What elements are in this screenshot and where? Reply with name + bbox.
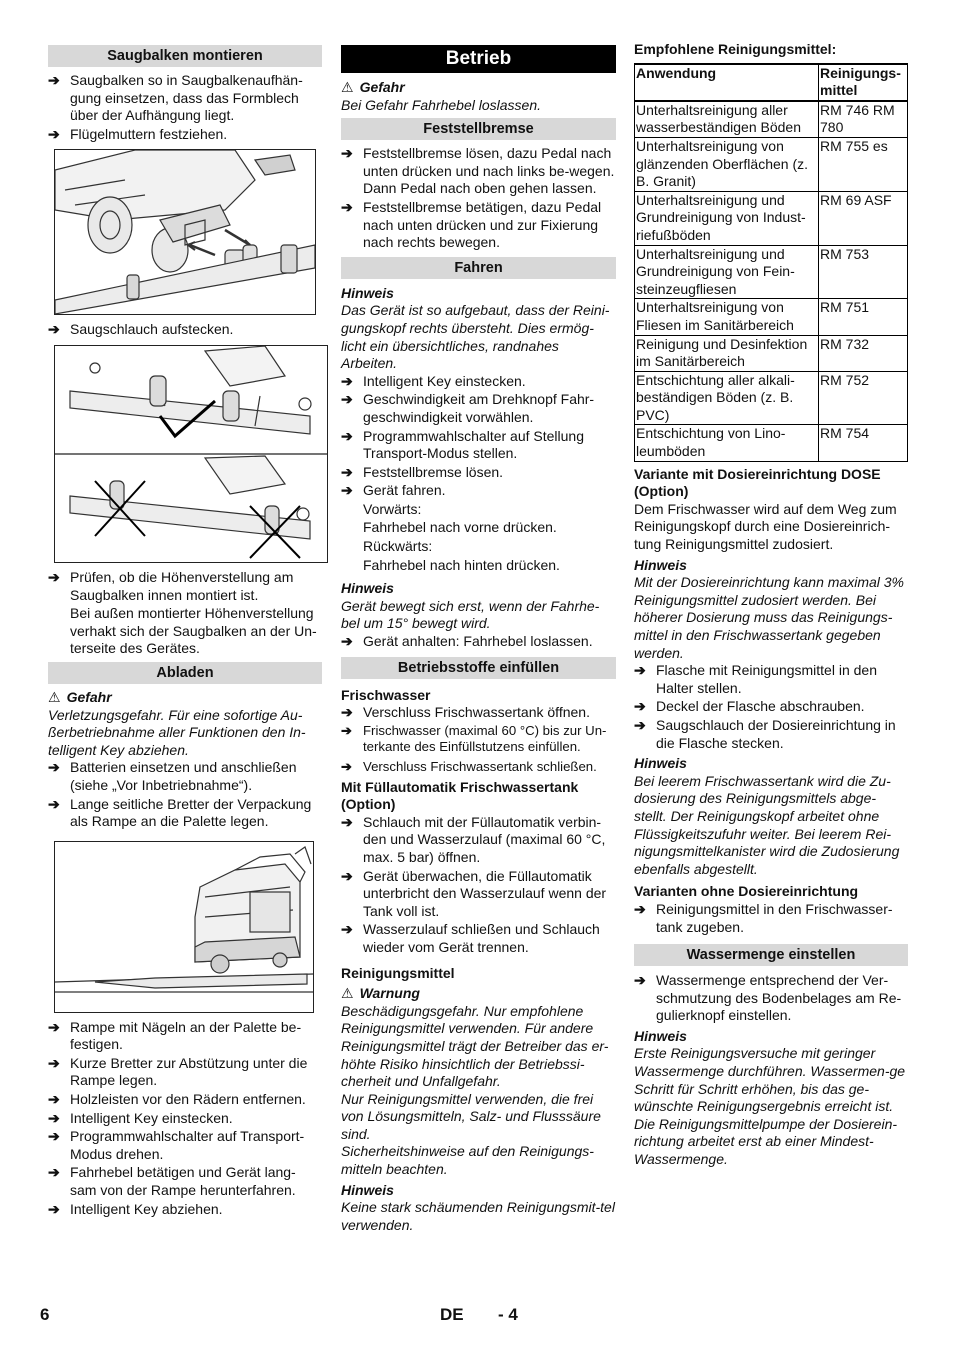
- danger-text: Bei Gefahr Fahrhebel loslassen.: [341, 96, 541, 113]
- note-text: Erste Reinigungsversuche mit geringer Wassermenge durchführen. Wassermen-ge Schritt für Schritt erhöhen, bis das ge-wünschte Reinigungsergebnis erreicht ist. Die Reinigungsmittelpumpe der Dosierein-richtung arbeitet erst ab einer Mindest-Wassermenge.: [634, 1045, 906, 1168]
- danger-label: ⚠ Gefahr: [48, 688, 112, 705]
- arrow-icon: ➔: [341, 722, 353, 738]
- step-detail: Bei außen montierter Höhenverstellung verhakt sich der Saugbalken an der Un-terseite des Gerätes.: [70, 605, 317, 657]
- step: ➔ Prüfen, ob die Höhenverstellung am Saugbalken innen montiert ist.: [48, 568, 294, 603]
- arrow-icon: ➔: [341, 921, 353, 938]
- section-heading-saugbalken: Saugbalken montieren: [48, 45, 322, 67]
- subheading-reinigungsmittel: Reinigungsmittel: [341, 964, 455, 981]
- arrow-icon: ➔: [48, 321, 60, 338]
- table-cell: Entschichtung aller alkali-beständigen Böden (z. B. PVC): [635, 371, 819, 425]
- arrow-icon: ➔: [48, 1091, 60, 1108]
- table-row: [635, 191, 908, 245]
- arrow-icon: ➔: [634, 716, 646, 733]
- note-label: Hinweis: [341, 580, 394, 597]
- warning-text: Beschädigungsgefahr. Nur empfohlene Reinigungsmittel verwenden. Für andere Reinigungsmittel trägt der Betreiber das er-höhte Risiko hinsichtlich der Betriebssi-cherheit und Unfallgefahr.: [341, 1002, 609, 1090]
- note-label: Hinweis: [341, 284, 394, 301]
- arrow-icon: ➔: [634, 900, 646, 917]
- table-title: Empfohlene Reinigungsmittel:: [634, 41, 837, 57]
- step-detail: Fahrhebel nach hinten drücken.: [363, 556, 560, 573]
- note-text: Bei leerem Frischwassertank wird die Zu-dosierung des Reinigungsmittels abge-stellt. Der Reinigungskopf arbeitet ohne Flüssigkeitszufuhr weiter. Bei leerem Rei-nigungsmittelkanister wird die Zudosierung ebenfalls abgestellt.: [634, 772, 900, 877]
- step: ➔ Programmwahlschalter auf Transport-Modus drehen.: [48, 1128, 305, 1162]
- step: ➔ Saugbalken so in Saugbalkenaufhän-gung einsetzen, dass das Formblech über der Aufhängung liegt.: [48, 72, 303, 124]
- warning-label: ⚠ Warnung: [341, 985, 420, 1002]
- note-label: Hinweis: [634, 755, 687, 772]
- language-code: DE: [440, 1305, 464, 1324]
- step: ➔ Programmwahlschalter auf Stellung Transport-Modus stellen.: [341, 427, 584, 462]
- section-heading-fahren: Fahren: [341, 257, 616, 279]
- column-header: Reinigungs-mittel: [819, 64, 908, 101]
- right-column: [634, 41, 908, 1169]
- page-number: 6: [40, 1305, 50, 1324]
- step: ➔ Reinigungsmittel in den Frischwasser-tank zugeben.: [634, 900, 893, 935]
- column-header: Anwendung: [635, 64, 819, 101]
- step-detail: Vorwärts:: [363, 500, 422, 517]
- table-cell: Unterhaltsreinigung und Grundreinigung von Fein-steinzeugfliesen: [635, 245, 819, 299]
- table-cell: RM 755 es: [819, 137, 908, 191]
- table-cell: RM 732: [819, 335, 908, 371]
- table-cell: Entschichtung von Lino-leumböden: [635, 425, 819, 461]
- arrow-icon: ➔: [48, 568, 60, 585]
- table-cell: RM 69 ASF: [819, 191, 908, 245]
- subheading-fuellautomatik: Mit Füllautomatik Frischwassertank (Option): [341, 778, 579, 813]
- note-text: Keine stark schäumenden Reinigungsmit-tel verwenden.: [341, 1199, 615, 1233]
- section-heading-betriebsstoffe: Betriebsstoffe einfüllen: [341, 657, 616, 679]
- section-heading-wassermenge: Wassermenge einstellen: [634, 944, 908, 966]
- arrow-icon: ➔: [48, 1054, 60, 1071]
- step: ➔ Verschluss Frischwassertank öffnen.: [341, 704, 590, 721]
- figure-saugbalken-mount: [54, 149, 316, 315]
- step: ➔ Saugschlauch der Dosiereinrichtung in die Flasche stecken.: [634, 716, 896, 751]
- table-cell: Unterhaltsreinigung aller wasserbeständigen Böden: [635, 101, 819, 138]
- arrow-icon: ➔: [341, 813, 353, 830]
- step: ➔ Wassermenge entsprechend der Ver-schmutzung des Bodenbelages am Re-gulierknopf einstellen.: [634, 972, 902, 1024]
- step: ➔ Lange seitliche Bretter der Verpackung als Rampe an die Palette legen.: [48, 795, 312, 830]
- step: ➔ Gerät überwachen, die Füllautomatik unterbricht den Wasserzulauf wenn der Tank voll ist.: [341, 867, 607, 919]
- table-row: [635, 335, 908, 371]
- arrow-icon: ➔: [48, 795, 60, 812]
- middle-column: [341, 45, 616, 1234]
- step: ➔ Fahrhebel betätigen und Gerät lang-sam von der Rampe herunterfahren.: [48, 1164, 296, 1199]
- arrow-icon: ➔: [48, 759, 60, 776]
- table-cell: RM 752: [819, 371, 908, 425]
- arrow-icon: ➔: [48, 72, 60, 88]
- step: ➔ Schlauch mit der Füllautomatik verbin-den und Wasserzulauf (maximal 60 °C, max. 5 bar) öffnen.: [341, 813, 606, 865]
- step: ➔ Feststellbremse betätigen, dazu Pedal nach unten drücken und zur Fixierung nach rechts bewegen.: [341, 198, 602, 251]
- step: ➔ Flasche mit Reinigungsmittel in den Halter stellen.: [634, 662, 877, 696]
- arrow-icon: ➔: [48, 1128, 60, 1145]
- step: ➔ Batterien einsetzen und anschließen (siehe „Vor Inbetriebnahme“).: [48, 759, 297, 793]
- warning-icon: ⚠: [341, 985, 354, 1002]
- danger-text: Verletzungsgefahr. Für eine sofortige Au-ßerbetriebnahme aller Funktionen den In-telligent Key abziehen.: [48, 706, 306, 758]
- body-text: Dem Frischwasser wird auf dem Weg zum Reinigungskopf durch eine Dosiereinrich-tung Reinigungsmittel zudosiert.: [634, 500, 897, 553]
- table-row: [635, 299, 908, 335]
- step: ➔ Intelligent Key einstecken.: [341, 372, 526, 389]
- figure-ramp-unloading: [54, 841, 314, 1013]
- warning-text: Nur Reinigungsmittel verwenden, die frei von Lösungsmitteln, Salz- und Flusssäure sind.: [341, 1090, 601, 1142]
- step: ➔ Rampe mit Nägeln an der Palette be-festigen.: [48, 1018, 302, 1053]
- arrow-icon: ➔: [341, 463, 353, 480]
- table-row: [635, 371, 908, 425]
- subheading-dose: Variante mit Dosiereinrichtung DOSE (Option): [634, 465, 881, 500]
- chapter-title: Betrieb: [341, 45, 616, 73]
- step: ➔ Gerät fahren.: [341, 482, 446, 499]
- step: ➔ Deckel der Flasche abschrauben.: [634, 698, 865, 715]
- table-row: [635, 425, 908, 461]
- subheading-frischwasser: Frischwasser: [341, 686, 431, 703]
- arrow-icon: ➔: [341, 482, 353, 499]
- arrow-icon: ➔: [48, 1018, 60, 1035]
- warning-text: Sicherheitshinweise auf den Reinigungs-mitteln beachten.: [341, 1143, 594, 1178]
- arrow-icon: ➔: [341, 759, 353, 774]
- figure-hose-check: [54, 345, 328, 563]
- cleaning-agents-table: [634, 63, 908, 462]
- step: ➔ Feststellbremse lösen.: [341, 463, 504, 480]
- step: ➔ Wasserzulauf schließen und Schlauch wieder vom Gerät trennen.: [341, 921, 600, 955]
- arrow-icon: ➔: [341, 427, 353, 444]
- table-cell: RM 753: [819, 245, 908, 299]
- arrow-icon: ➔: [48, 125, 60, 142]
- step: ➔ Flügelmuttern festziehen.: [48, 125, 228, 142]
- step: ➔ Intelligent Key einstecken.: [48, 1109, 233, 1126]
- step: ➔ Geschwindigkeit am Drehknopf Fahr-geschwindigkeit vorwählen.: [341, 391, 595, 425]
- table-header-row: [635, 64, 908, 101]
- arrow-icon: ➔: [48, 1109, 60, 1126]
- table-cell: Unterhaltsreinigung von glänzenden Oberflächen (z. B. Granit): [635, 137, 819, 191]
- arrow-icon: ➔: [634, 698, 646, 715]
- arrow-icon: ➔: [341, 704, 353, 721]
- table-row: [635, 101, 908, 138]
- warning-icon: ⚠: [341, 79, 354, 95]
- note-text: Mit der Dosiereinrichtung kann maximal 3% Reinigungsmittel zudosiert werden. Bei höherer Dosierung muss das Reinigungs-mittel in den Frischwassertank gegeben werden.: [634, 574, 904, 661]
- note-text: Das Gerät ist so aufgebaut, dass der Reini-gungskopf rechts übersteht. Dies ermög-licht ein übersichtliches, randnahes Arbeiten.: [341, 302, 610, 372]
- left-column: [48, 45, 322, 1219]
- arrow-icon: ➔: [341, 633, 353, 650]
- warning-icon: ⚠: [48, 688, 61, 705]
- step: ➔ Feststellbremse lösen, dazu Pedal nach unten drücken und nach links be-wegen. Dann Pedal nach oben gehen lassen.: [341, 145, 615, 197]
- arrow-icon: ➔: [634, 972, 646, 989]
- note-label: Hinweis: [341, 1181, 394, 1198]
- step: ➔ Verschluss Frischwassertank schließen.: [341, 759, 597, 774]
- arrow-icon: ➔: [634, 662, 646, 679]
- note-label: Hinweis: [634, 1027, 687, 1044]
- step: ➔ Saugschlauch aufstecken.: [48, 321, 234, 338]
- arrow-icon: ➔: [341, 867, 353, 884]
- table-cell: Unterhaltsreinigung von Fliesen im Sanitärbereich: [635, 299, 819, 335]
- table-cell: RM 746 RM 780: [819, 101, 908, 138]
- section-heading-abladen: Abladen: [48, 662, 322, 684]
- note-label: Hinweis: [634, 556, 687, 573]
- arrow-icon: ➔: [48, 1164, 60, 1181]
- step: ➔ Intelligent Key abziehen.: [48, 1200, 223, 1217]
- table-cell: RM 754: [819, 425, 908, 461]
- danger-label: ⚠ Gefahr: [341, 79, 405, 95]
- arrow-icon: ➔: [341, 372, 353, 389]
- subheading-ohne-dosierung: Varianten ohne Dosiereinrichtung: [634, 883, 859, 900]
- table-cell: Reinigung und Desinfektion im Sanitärbereich: [635, 335, 819, 371]
- table-cell: RM 751: [819, 299, 908, 335]
- step: ➔ Frischwasser (maximal 60 °C) bis zur Un-terkante des Einfüllstutzens einfüllen.: [341, 722, 607, 755]
- unloading-steps: [48, 1019, 322, 1219]
- step: ➔ Gerät anhalten: Fahrhebel loslassen.: [341, 633, 593, 650]
- step-detail: Rückwärts:: [363, 538, 433, 555]
- table-cell: Unterhaltsreinigung und Grundreinigung von Indust-riefußböden: [635, 191, 819, 245]
- table-row: [635, 245, 908, 299]
- arrow-icon: ➔: [341, 198, 353, 215]
- section-heading-feststellbremse: Feststellbremse: [341, 118, 616, 140]
- arrow-icon: ➔: [341, 391, 353, 408]
- step: ➔ Holzleisten vor den Rädern entfernen.: [48, 1091, 306, 1108]
- step-detail: Fahrhebel nach vorne drücken.: [363, 519, 557, 536]
- arrow-icon: ➔: [341, 145, 353, 162]
- note-text: Gerät bewegt sich erst, wenn der Fahrhe-bel um 15° bewegt wird.: [341, 597, 600, 632]
- sub-page-number: - 4: [498, 1305, 518, 1324]
- arrow-icon: ➔: [48, 1200, 60, 1217]
- table-row: [635, 137, 908, 191]
- step: ➔ Kurze Bretter zur Abstützung unter die Rampe legen.: [48, 1054, 308, 1089]
